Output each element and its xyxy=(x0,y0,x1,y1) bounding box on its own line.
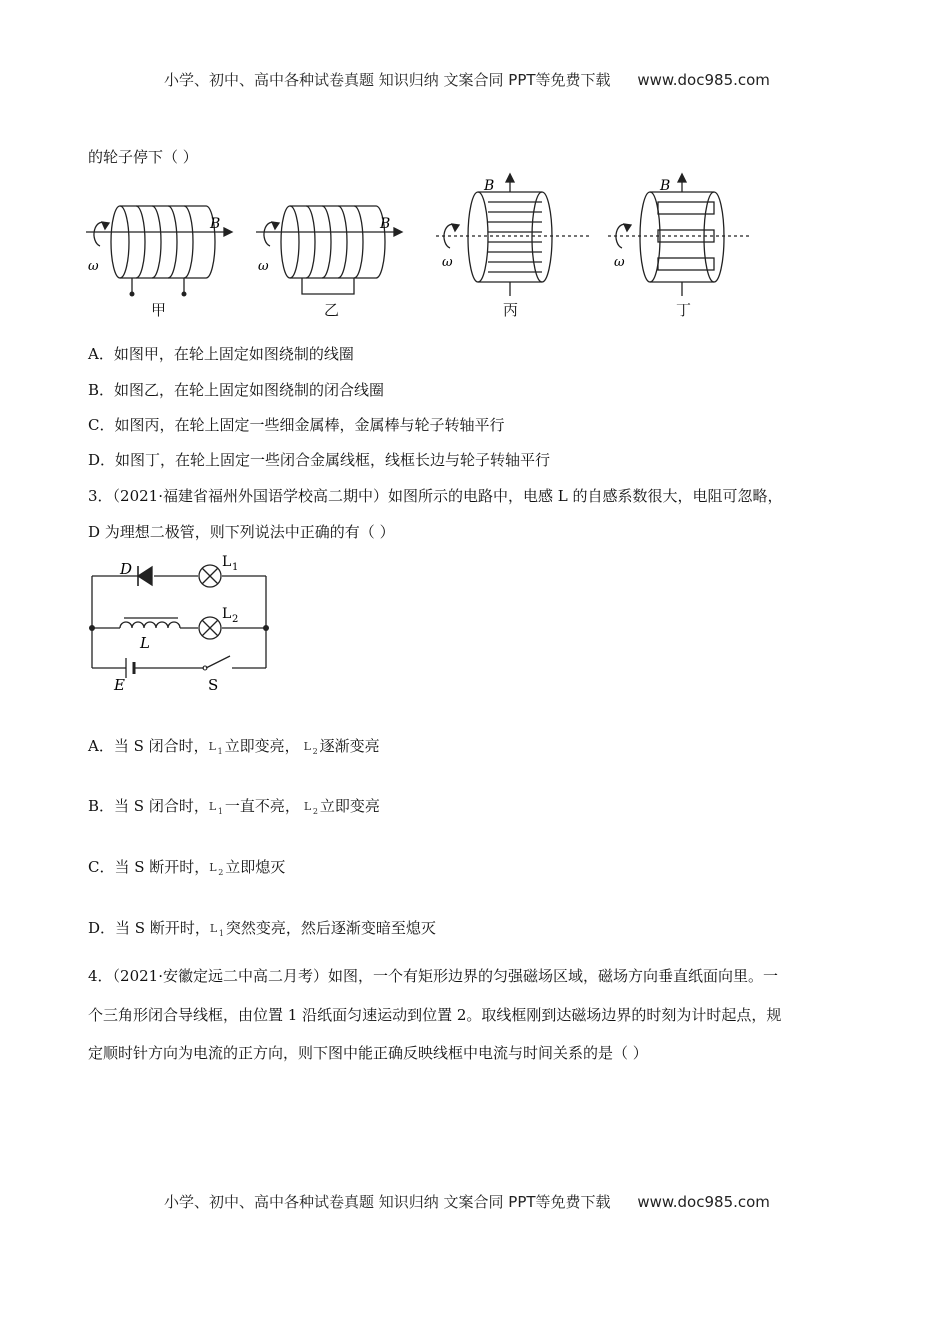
q3-a-l2: L xyxy=(303,740,311,753)
q3-b-mid: 一直不亮， xyxy=(224,797,300,815)
q3-a-post: 逐渐变亮 xyxy=(319,737,380,755)
q2-option-b: B．如图乙，在轮上固定如图绕制的闭合线圈 xyxy=(88,381,385,399)
circuit-label-l2: L xyxy=(222,606,232,622)
ding-omega-label: ω xyxy=(614,255,625,270)
figure-ding-caption: 丁 xyxy=(676,301,692,319)
circuit-label-e: E xyxy=(114,676,125,694)
q2-option-d: D．如图丁，在轮上固定一些闭合金属线框，线框长边与轮子转轴平行 xyxy=(88,451,551,469)
q3-b-l2: L xyxy=(303,800,312,813)
q2-option-c: C．如图丙，在轮上固定一些细金属棒，金属棒与轮子转轴平行 xyxy=(88,416,505,434)
q3-b-l1-sub: 1 xyxy=(217,807,223,816)
circuit-label-l2-sub: 2 xyxy=(232,614,239,625)
yi-b-label: B xyxy=(380,216,391,232)
q3-option-d xyxy=(88,918,436,938)
q3-a-pre: A．当 S 闭合时， xyxy=(88,737,209,755)
q3-option-a xyxy=(88,736,380,756)
bing-b-label: B xyxy=(484,178,495,194)
q4-stem-line1: 4．（2021·安徽定远二中高二月考）如图，一个有矩形边界的匀强磁场区域，磁场方向垂直纸面向里。一 xyxy=(88,967,778,985)
jia-omega-label: ω xyxy=(88,259,99,274)
q4-stem-line2: 个三角形闭合导线框，由位置 1 沿纸面匀速运动到位置 2。取线框刚到达磁场边界的时刻为计时起点，规 xyxy=(88,1006,782,1024)
q3-d-post: 突然变亮，然后逐渐变暗至熄灭 xyxy=(225,919,436,937)
q3-b-pre: B．当 S 闭合时， xyxy=(88,797,209,815)
circuit-label-d: D xyxy=(120,560,133,578)
figure-bing xyxy=(432,170,592,320)
footer-text: 小学、初中、高中各种试卷真题 知识归纳 文案合同 PPT等免费下载 xyxy=(164,1193,611,1211)
q3-d-pre: D．当 S 断开时， xyxy=(88,919,210,937)
circuit-label-l1: L xyxy=(222,554,232,570)
q3-b-l2-sub: 2 xyxy=(312,807,318,816)
jia-b-label: B xyxy=(210,216,221,232)
q4-stem-line3: 定顺时针方向为电流的正方向，则下图中能正确反映线框中电流与时间关系的是（ ） xyxy=(88,1044,648,1062)
footer-url: www.doc985.com xyxy=(637,1193,770,1211)
q3-option-c xyxy=(88,857,285,877)
q3-option-b xyxy=(88,796,380,816)
q3-c-pre: C．当 S 断开时， xyxy=(88,858,210,876)
q3-c-post: 立即熄灭 xyxy=(225,858,286,876)
ding-b-label: B xyxy=(660,178,671,194)
q3-c-l2-sub: 2 xyxy=(218,868,224,877)
bing-omega-label: ω xyxy=(442,255,453,270)
q2-option-a: A．如图甲，在轮上固定如图绕制的线圈 xyxy=(88,345,354,363)
figure-jia-caption: 甲 xyxy=(151,301,167,319)
circuit-diagram xyxy=(84,552,284,694)
circuit-label-l: L xyxy=(140,634,150,652)
page-header xyxy=(164,69,770,90)
q3-a-mid: 立即变亮， xyxy=(224,737,300,755)
q3-a-l2-sub: 2 xyxy=(312,747,318,756)
q3-a-l1: L xyxy=(208,740,216,753)
page-footer xyxy=(164,1191,770,1212)
q3-stem-line2: D 为理想二极管，则下列说法中正确的有（ ） xyxy=(88,523,395,541)
q3-a-l1-sub: 1 xyxy=(217,747,223,756)
q3-b-l1: L xyxy=(208,800,217,813)
q3-d-l1-sub: 1 xyxy=(218,929,224,938)
q3-d-l1: L xyxy=(209,922,218,935)
header-text: 小学、初中、高中各种试卷真题 知识归纳 文案合同 PPT等免费下载 xyxy=(164,71,611,89)
q3-c-l2: L xyxy=(209,861,217,874)
header-url: www.doc985.com xyxy=(637,71,770,89)
circuit-label-l1-sub: 1 xyxy=(232,562,239,573)
figure-ding xyxy=(604,170,764,320)
figure-yi xyxy=(254,170,414,320)
circuit-label-s: S xyxy=(208,676,219,694)
q2-stem-tail: 的轮子停下（ ） xyxy=(88,148,198,166)
q3-stem-line1: 3．（2021·福建省福州外国语学校高二期中）如图所示的电路中，电感 L 的自感系数很大，电阻可忽略， xyxy=(88,487,783,505)
q3-b-post: 立即变亮 xyxy=(319,797,380,815)
figure-bing-caption: 丙 xyxy=(503,301,519,319)
figure-yi-caption: 乙 xyxy=(324,301,340,319)
yi-omega-label: ω xyxy=(258,259,269,274)
figure-jia xyxy=(84,170,244,320)
